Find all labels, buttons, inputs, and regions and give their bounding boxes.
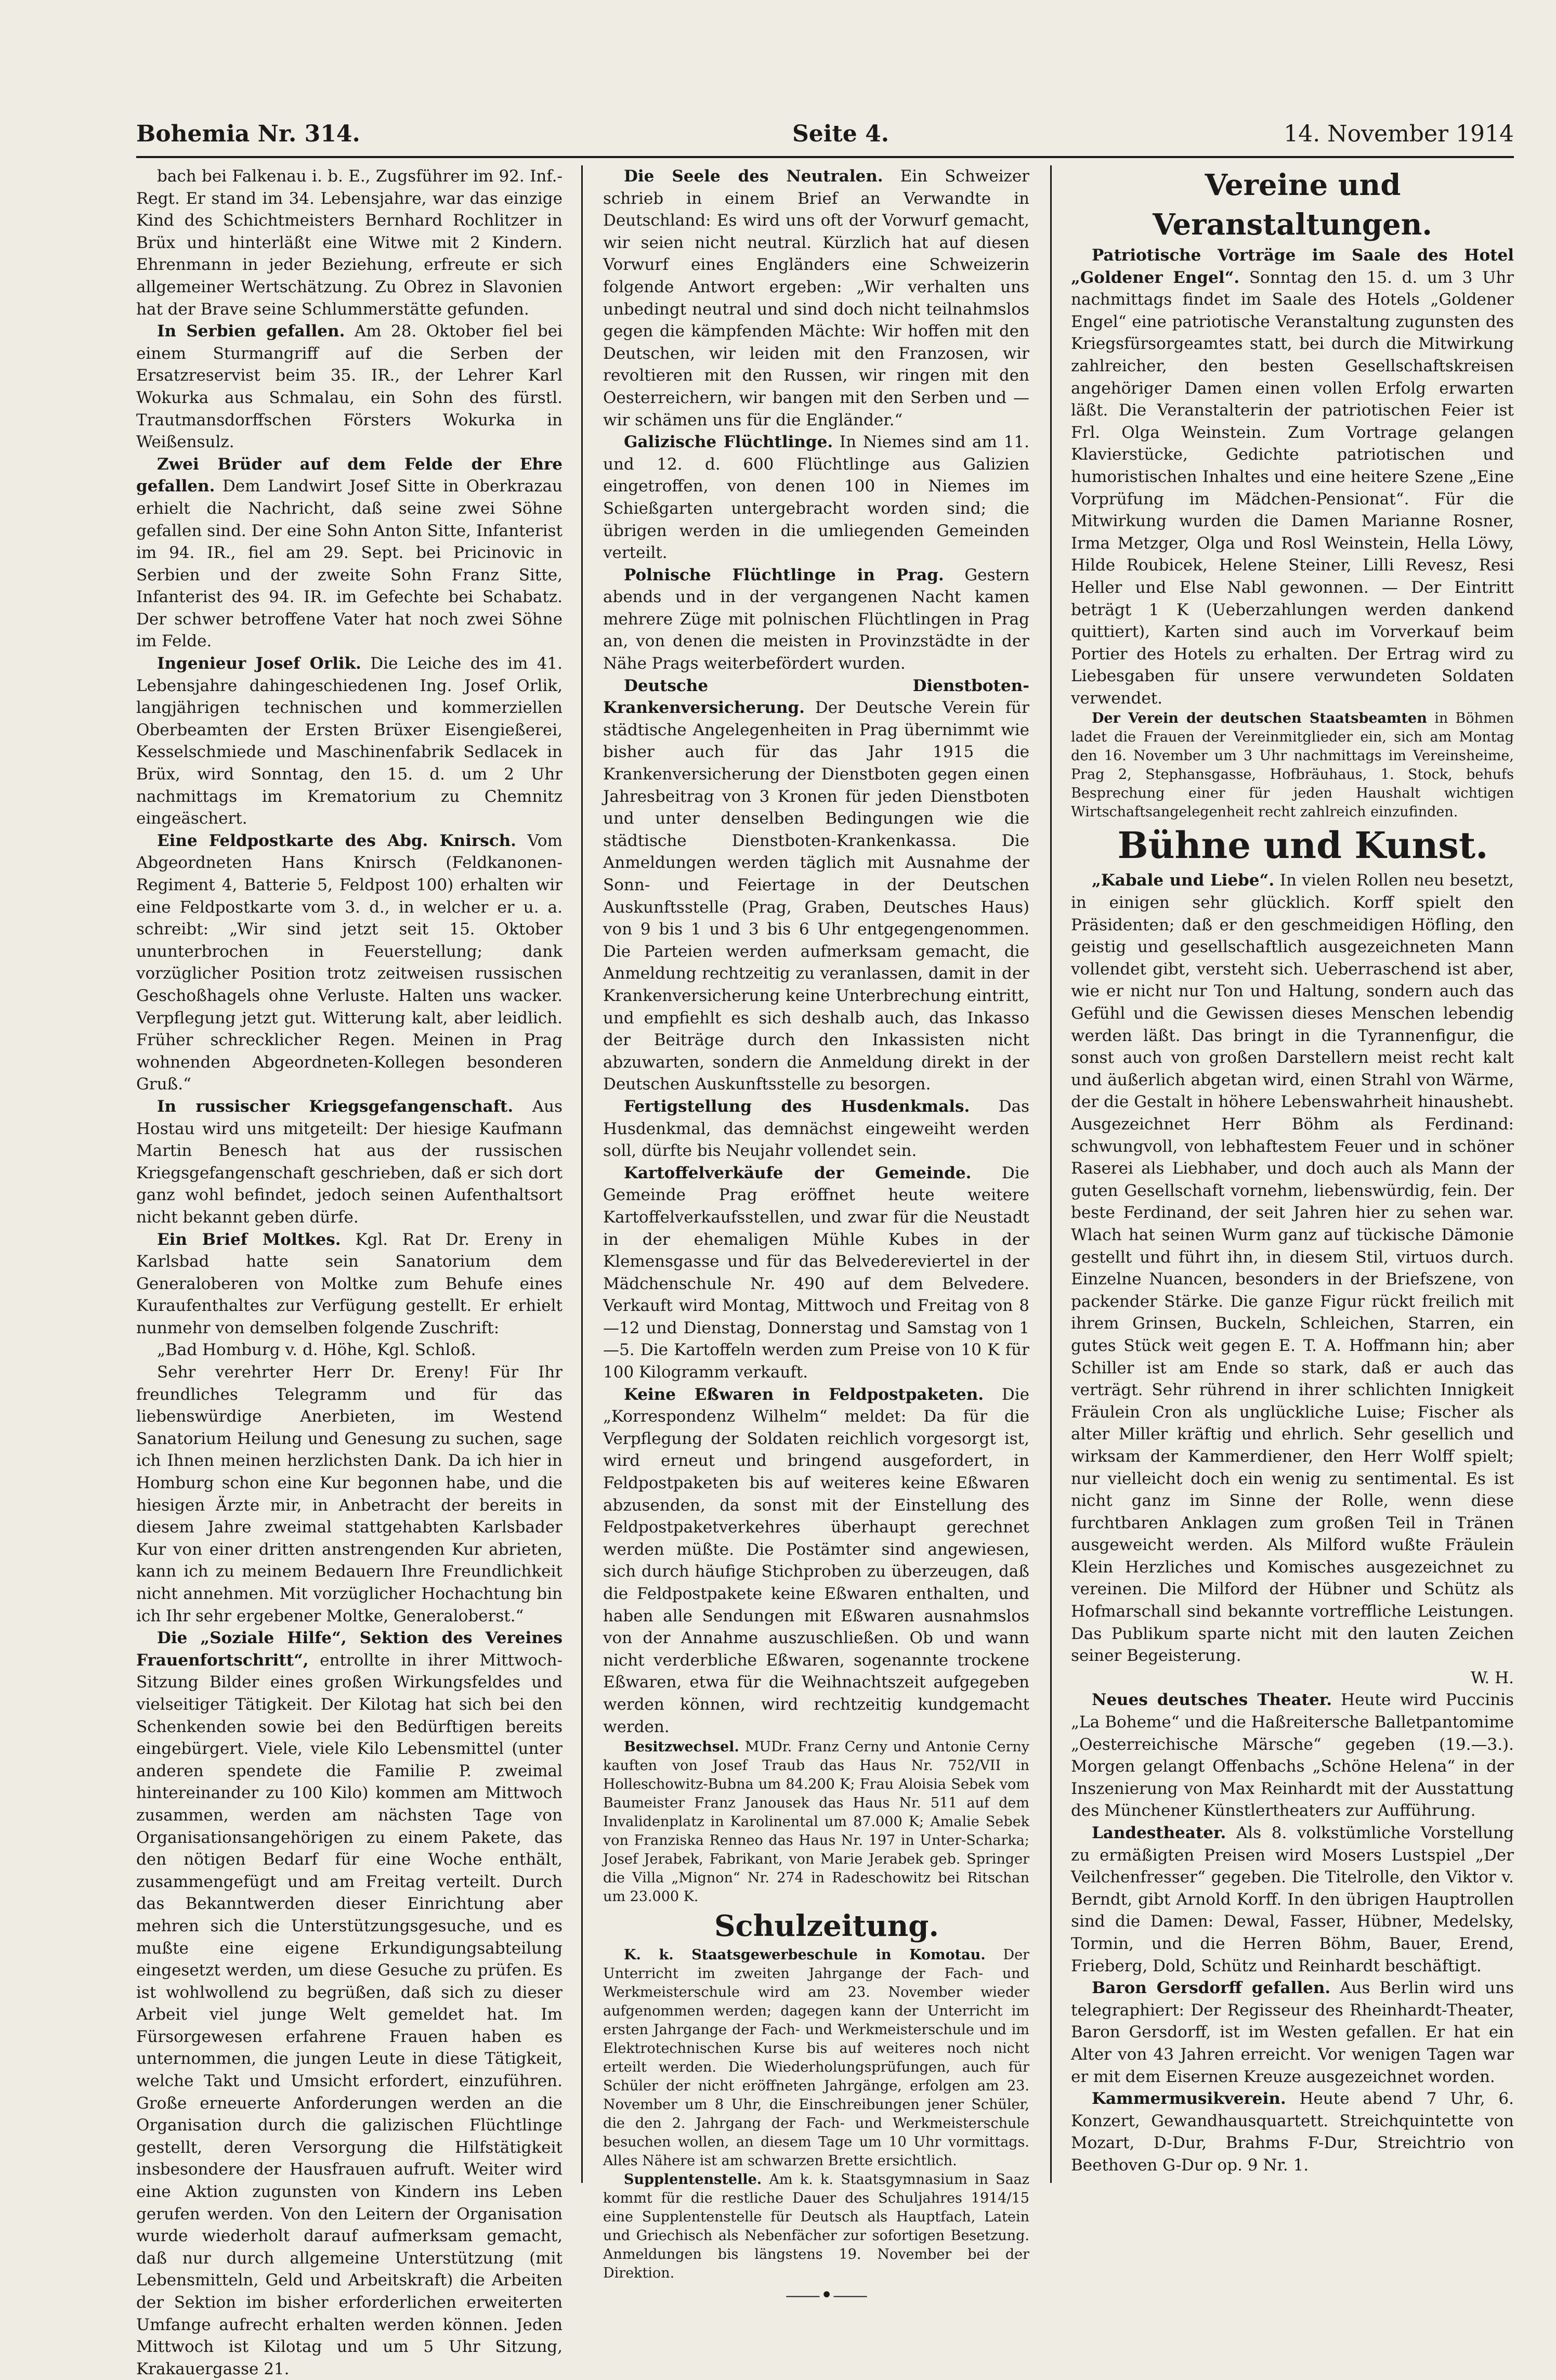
article-besitzwechsel: Besitzwechsel. MUDr. Franz Cerny und Antonie Cerny kauften von Josef Traub das Haus Nr. 752/VII in Holleschowitz-Bubna um 84.200 K; Frau Aloisia Sebek vom Baumeister Franz Janousek das Haus Nr. 511 auf dem Invalidenplatz in Karolinental um 87.000 K; Amalie Sebek von Franziska Renneo das Haus Nr. 197 in Unter-Scharka; Josef Jerabek, Fabrikant, von Marie Jerabek geb. Springer die Villa „Mignon“ Nr. 274 in Radeschowitz bei Ritschan um 23.000 K. [603, 1739, 1029, 1905]
article-landestheater: Landestheater. Als 8. volkstümliche Vorstellung zu ermäßigten Preisen wird Mosers Lustspiel „Der Veilchenfresser“ gegeben. Die Titelrolle, den Viktor v. Berndt, gibt Arnold Korff. In den übrigen Hauptrollen sind die Damen: Dewal, Fasser, Hübner, Medelsky, Tormin, und die Herren Böhm, Bauer, Erend, Frieberg, Dold, Schütz und Reinhardt beschäftigt. [1071, 1824, 1514, 1975]
article-title: K. k. Staatsgewerbeschule in Komotau. [624, 1947, 986, 1963]
article-title: Besitzwechsel. [624, 1739, 739, 1755]
article-title: Die „Soziale Hilfe“, Sektion des Vereines Frauenfortschritt“, [136, 1629, 563, 1670]
column-1 [136, 165, 563, 2378]
article-feldpostpakete: Keine Eßwaren in Feldpostpaketen. Die „Korrespondenz Wilhelm“ meldet: Da für die Verpflegung der Soldaten reichlich vorgesorgt ist, wird erneut und bringend ausgefordert, in Feldpostpaketen bis auf weiteres keine Eßwaren abzusenden, da sonst mit der Einstellung des Feldpostpaketverkehres überhaupt gerechnet werden müßte. Die Postämter sind angewiesen, sich durch häufige Stichproben zu überzeugen, daß die Feldpostpakete keine Eßwaren enthalten, und haben alle Sendungen mit Eßwaren ausnahmslos von der Annahme auszuschließen. Ob und wann nicht verderbliche Eßwaren, sogenannte trockene Eßwaren, etwa für die Weihnachtszeit aufgegeben werden können, wird rechtzeitig kundgemacht werden. [603, 1385, 1029, 1736]
article-title: Der Verein der deutschen Staatsbeamten [1092, 710, 1427, 727]
letter-body: Sehr verehrter Herr Dr. Ereny! Für Ihr freundliches Telegramm und für das liebenswürdige Anerbieten, im Westend Sanatorium Heilung und Genesung zu suchen, sage ich Ihnen meinen herzlichsten Dank. Da ich hier in Homburg schon eine Kur begonnen habe, und die hiesigen Ärzte mir, in Anbetracht der bereits in diesem Jahre zweimal stattgehabten Karlsbader Kur von einer dritten anstrengenden Kur abrieten, kann ich zu meinem Bedauern Ihre Freundlichkeit nicht annehmen. Mit vorzüglicher Hochachtung bin ich Ihr sehr ergebener Moltke, Generaloberst.“ [136, 1363, 563, 1625]
article-title: Deutsche Dienstboten-Krankenversicherung. [603, 676, 1029, 718]
article-title: „Kabale und Liebe“. [1092, 871, 1275, 890]
page-number: Seite 4. [792, 121, 890, 147]
article-orlik: Ingenieur Josef Orlik. Die Leiche des im 41. Lebensjahre dahingeschiedenen Ing. Josef Orlik, langjährigen technischen und kommerziellen Oberbeamten der Ersten Brüxer Eisengießerei, Kesselschmiede und Maschinenfabrik Sedlacek in Brüx, wird Sonntag, den 15. d. um 2 Uhr nachmittags im Krematorium zu Chemnitz eingeäschert. [136, 654, 563, 828]
article-kabale-und-liebe: „Kabale und Liebe“. In vielen Rollen neu besetzt, in einigen sehr glücklich. Korff spielt den Präsidenten; daß er den geschmeidigen Höfling, den geistig und gesellschaftlich ausgezeichneten Mann vollendet gibt, versteht sich. Ueberraschend ist aber, wie er nicht nur Ton und Haltung, sondern auch das Gefühl und die Gewissen dieses Menschen lebendig werden läßt. Das bringt in die Tyrannenfigur, die sonst auch von großen Darstellern meist recht kalt und äußerlich abgetan wird, einen Strahl von Wärme, der die Gestalt in höhere Lebenswahrheit hinaushebt. Ausgezeichnet Herr Böhm als Ferdinand: schwungvoll, von lebhaftestem Feuer und in schöner Raserei als Liebhaber, und doch auch als Mann der guten Gesellschaft vornehm, liebenswürdig, fein. Der beste Ferdinand, der seit Jahren hier zu sehen war. Wlach hat seinen Wurm ganz auf tückische Dämonie gestellt und führt ihn, in diesem Stil, virtuos durch. Einzelne Nuancen, besonders in der Briefszene, von packender Stärke. Die ganze Figur rückt freilich mit ihrem Grinsen, Buckeln, Schleichen, Starren, ein gutes Stück weit gegen E. T. A. Hoffmann hin; aber Schiller ist am Ende so stark, daß er auch das verträgt. Sehr rührend in ihrer schlichten Innigkeit Fräulein Cron als unglückliche Luise; Fischer als alter Miller kräftig und ehrlich. Sehr gesellich und wirksam der Kammerdiener, den Herr Wolff spielt; nur vielleicht doch ein wenig zu sentimental. Es ist nicht ganz im Sinne der Rolle, wenn diese furchtbaren Anklagen zum großen Teil in Tränen ausgeweicht werden. Als Milford wußte Fräulein Klein Herzliches und Komisches ausgezeichnet zu vereinen. Die Milford der Hübner und Schütz als Hofmarschall sind bekannte vortreffliche Leistungen. Das Publikum sparte nicht mit den lauten Zeichen seiner Begeisterung. W. H. [1071, 869, 1514, 1689]
article-seele-des-neutralen: Die Seele des Neutralen. Ein Schweizer schrieb in einem Brief an Verwandte in Deutschland: Es wird uns oft der Vorwurf gemacht, wir seien nicht neutral. Kürzlich hat auf diesen Vorwurf eines Engländers eine Schweizerin folgende Antwort ergeben: „Wir verhalten uns unbedingt neutral und sind doch nicht teilnahmslos gegen die kämpfenden Mächte: Wir hoffen mit den Deutschen, wir leiden mit den Franzosen, wir revoltieren mit den Russen, wir ringen mit den Oesterreichern, wir bangen mit den Serben und — wir schämen uns für die Engländer.“ [603, 167, 1029, 430]
article-title: Eine Feldpostkarte des Abg. Knirsch. [157, 831, 516, 850]
article-kartoffelverkaeufe: Kartoffelverkäufe der Gemeinde. Die Gemeinde Prag eröffnet heute weitere Kartoffelverkaufsstellen, und zwar für die Neustadt in der ehemaligen Mühle Kubes in der Klemensgasse und für das Belvedereviertel in der Mädchenschule Nr. 490 auf dem Belvedere. Verkauft wird Montag, Mittwoch und Freitag von 8—12 und Dienstag, Donnerstag und Samstag von 1—5. Die Kartoffeln werden zum Preise von 10 K für 100 Kilogramm verkauft. [603, 1163, 1029, 1382]
column-divider-2 [1050, 165, 1052, 2183]
section-title-buehne: Bühne und Kunst. [1117, 824, 1488, 867]
article-kammermusikverein: Kammermusikverein. Heute abend 7 Uhr, 6. Konzert, Gewandhausquartett. Streichquintette von Mozart, D-Dur, Brahms F-Dur, Streichtrio von Beethoven G-Dur op. 9 Nr. 1. [1071, 2089, 1514, 2175]
issue-date: 14. November 1914 [1284, 121, 1514, 147]
article-title: Landestheater. [1092, 1824, 1226, 1842]
article-title: Zwei Brüder auf dem Felde der Ehre gefallen. [136, 454, 563, 496]
header-rule [136, 156, 1514, 158]
article-title: Ingenieur Josef Orlik. [157, 654, 361, 673]
article-title: Patriotische Vorträge im Saale des Hotel „Goldener Engel“. [1071, 246, 1514, 287]
article-soziale-hilfe: Die „Soziale Hilfe“, Sektion des Vereines Frauenfortschritt“, entrollte in ihrer Mittwoch-Sitzung Bilder eines großen Wirkungsfeldes und vielseitiger Tätigkeit. Der Kilotag hat sich bei den Schenkenden sowie bei den Bedürftigen bereits eingebürgert. Viele, viele Kilo Lebensmittel (unter anderen spendete die Familie P. zweimal hintereinander zu 100 Kilo) kommen am Mittwoch zusammen, werden am nächsten Tage von Organisationsangehörigen zu einem Pakete, das den nötigen Bedarf für eine Woche enthält, zusammengefügt und am Freitag verteilt. Durch das Bekanntwerden dieser Einrichtung aber mehren sich die Unterstützungsgesuche, und es mußte eine eigene Erkundigungsabteilung eingesetzt werden, um diese Gesuche zu prüfen. Es ist wohlwollend zu begrüßen, daß sich zu dieser Arbeit viel junge Welt gemeldet hat. Im Fürsorgewesen erfahrene Frauen haben es unternommen, die jungen Leute in diese Tätigkeit, welche Takt und Umsicht erfordert, einzuführen. Große erneuerte Anforderungen werden an die Organisation durch die galizischen Flüchtlinge gestellt, deren Versorgung die Hilfstätigkeit insbesondere der Hausfrauen aufruft. Weiter wird eine Aktion zugunsten von Kindern ins Leben gerufen werden. Von den Leitern der Organisation wurde wiederholt darauf aufmerksam gemacht, daß nur durch allgemeine Unterstützung (mit Lebensmitteln, Geld und Arbeitskraft) die Arbeiten der Sektion im bisher erforderlichen erweiterten Umfange aufrecht erhalten werden können. Jeden Mittwoch ist Kilotag und um 5 Uhr Sitzung, Krakauergasse 21. [136, 1629, 563, 2378]
author-signature: W. H. [1470, 1668, 1514, 1687]
page-header [136, 121, 1514, 154]
article-zwei-brueder: Zwei Brüder auf dem Felde der Ehre gefallen. Dem Landwirt Josef Sitte in Oberkrazau erhielt die Nachricht, daß seine zwei Söhne gefallen sind. Der eine Sohn Anton Sitte, Infanterist im 94. IR., fiel am 29. Sept. bei Pricinovic in Serbien und der zweite Sohn Franz Sitte, Infanterist des 94. IR. im Gefechte bei Schabatz. Der schwer betroffene Vater hat noch zwei Söhne im Felde. [136, 454, 563, 651]
newspaper-issue: Bohemia Nr. 314. [136, 121, 360, 147]
article-title: Baron Gersdorff gefallen. [1092, 1979, 1331, 1998]
article-rochlitzer: bach bei Falkenau i. b. E., Zugsführer im 92. Inf.-Regt. Er stand im 34. Lebensjahre, war das einzige Kind des Schichtmeisters Bernhard Rochlitzer in Brüx und hinterläßt eine Witwe mit 2 Kindern. Ehrenmann in jeder Beziehung, erfreute er sich allgemeiner Wertschätzung. Zu Obrez in Slavonien hat der Brave seine Schlummerstätte gefunden. [136, 167, 563, 319]
article-title: Die Seele des Neutralen. [624, 167, 883, 186]
article-kriegsgefangenschaft: In russischer Kriegsgefangenschaft. Aus Hostau wird uns mitgeteilt: Der hiesige Kaufmann Martin Benesch hat aus der russischen Kriegsgefangenschaft geschrieben, daß er sich dort ganz wohl befindet, jedoch seinen Aufenthaltsort nicht bekannt geben dürfe. [136, 1097, 563, 1227]
article-galizische-fluechtlinge: Galizische Flüchtlinge. In Niemes sind am 11. und 12. d. 600 Flüchtlinge aus Galizien eingetroffen, von denen 100 in Niemes im Schießgarten untergebracht worden sind; die übrigen werden in die umliegenden Gemeinden verteilt. [603, 433, 1029, 563]
article-supplentenstelle: Supplentenstelle. Am k. k. Staatsgymnasium in Saaz kommt für die restliche Dauer des Schuljahres 1914/15 eine Supplentenstelle für Deutsch als Hauptfach, Latein und Griechisch als Nebenfächer zur sofortigen Besetzung. Anmeldungen bis längstens 19. November bei der Direktion. [603, 2171, 1029, 2282]
article-title: Keine Eßwaren in Feldpostpaketen. [624, 1385, 984, 1404]
article-feldpostkarte: Eine Feldpostkarte des Abg. Knirsch. Vom Abgeordneten Hans Knirsch (Feldkanonen-Regiment 4, Batterie 5, Feldpost 100) erhalten wir eine Feldpostkarte vom 3. d., in welcher er u. a. schreibt: „Wir sind jetzt seit 15. Oktober ununterbrochen in Feuerstellung; dank vorzüglicher Position trotz zeitweisen russischen Geschoßhagels ohne Verluste. Halten uns wacker. Verpflegung jetzt gut. Witterung kalt, aber leidlich. Früher schrecklicher Regen. Meinen in Prag wohnenden Abgeordneten-Kollegen besonderen Gruß.“ [136, 831, 563, 1094]
article-title: Neues deutsches Theater. [1092, 1690, 1332, 1710]
column-divider-1 [581, 165, 583, 2183]
section-title-vereine: Vereine und Veranstaltungen. [1153, 168, 1432, 242]
article-title: Fertigstellung des Husdenkmals. [624, 1097, 970, 1116]
article-title: Supplentenstelle. [624, 2171, 762, 2188]
article-staatsbeamten: Der Verein der deutschen Staatsbeamten in Böhmen ladet die Frauen der Vereinmitglieder ein, sich am Montag den 16. November um 3 Uhr nachmittags im Vereinsheime, Prag 2, Stephansgasse, Hofbräuhaus, 1. Stock, behufs Besprechung einer für jeden Haushalt wichtigen Wirtschaftsangelegenheit recht zahlreich einzufinden. [1071, 710, 1514, 821]
article-serbien-gefallen: In Serbien gefallen. Am 28. Oktober fiel bei einem Sturmangriff auf die Serben der Ersatzreservist beim 35. IR., der Lehrer Karl Wokurka aus Schmalau, ein Sohn des fürstl. Trautmansdorffschen Försters Wokurka in Weißensulz. [136, 322, 563, 452]
article-title: In russischer Kriegsgefangenschaft. [157, 1097, 514, 1116]
article-title: Galizische Flüchtlinge. [624, 433, 833, 452]
article-title: Polnische Flüchtlinge in Prag. [624, 565, 944, 584]
article-title: Ein Brief Moltkes. [157, 1230, 341, 1249]
article-polnische-fluechtlinge: Polnische Flüchtlinge in Prag. Gestern abends und in der vergangenen Nacht kamen mehrere Züge mit polnischen Flüchtlingen in Prag an, von denen die meisten in Provinzstädte in der Nähe Prags weiterbefördert wurden. [603, 565, 1029, 673]
article-title: In Serbien gefallen. [157, 322, 345, 341]
article-gersdorff: Baron Gersdorff gefallen. Aus Berlin wird uns telegraphiert: Der Regisseur des Rheinhardt-Theater, Baron Gersdorff, ist im Westen gefallen. Er hat ein Alter von 43 Jahren erreicht. Vor wenigen Tagen war er mit dem Eisernen Kreuze ausgezeichnet worden. [1071, 1979, 1514, 2086]
letter-place: „Bad Homburg v. d. Höhe, Kgl. Schloß. [157, 1341, 476, 1360]
article-title: Kammermusikverein. [1092, 2089, 1286, 2109]
article-dienstboten: Deutsche Dienstboten-Krankenversicherung. Der Deutsche Verein für städtische Angelegenheiten in Prag übernimmt wie bisher auch für das Jahr 1915 die Krankenversicherung der Dienstboten gegen einen Jahresbeitrag von 3 Kronen für jeden Dienstboten und unter denselben Bedingungen wie die städtische Dienstboten-Krankenkassa. Die Anmeldungen werden täglich mit Ausnahme der Sonn- und Feiertage in der Deutschen Auskunftsstelle (Prag, Graben, Deutsches Haus) von 9 bis 1 und 3 bis 6 Uhr entgegengenommen. Die Parteien werden aufmerksam gemacht, die Anmeldung rechtzeitig zu veranlassen, damit in der Krankenversicherung keine Unterbrechung eintritt, und empfiehlt es sich deshalb auch, das Inkasso der Beiträge durch den Inkassisten nicht abzuwarten, sondern die Anmeldung direkt in der Deutschen Auskunftsstelle zu besorgen. [603, 676, 1029, 1094]
article-patriotische-vortraege: Patriotische Vorträge im Saale des Hotel „Goldener Engel“. Sonntag den 15. d. um 3 Uhr nachmittags findet im Saale des Hotels „Goldener Engel“ eine patriotische Veranstaltung zugunsten des Kriegsfürsorgeamtes statt, bei durch die Mitwirkung zahlreicher, den besten Gesellschaftskreisen angehöriger Damen einen vollen Erfolg erwarten läßt. Die Veranstalterin der patriotischen Feier ist Frl. Olga Weinstein. Zum Vortrage gelangen Klavierstücke, Gedichte patriotischen und humoristischen Inhaltes und eine heitere Szene „Eine Vorprüfung im Mädchen-Pensionat“. Für die Mitwirkung wurden die Damen Marianne Rosner, Irma Metzger, Olga und Rosl Weinstein, Hella Löwy, Hilde Roubicek, Helene Steiner, Lilli Revesz, Resi Heller und Else Nabl gewonnen. — Der Eintritt beträgt 1 K (Ueberzahlungen werden dankend quittiert), Karten sind auch im Vorverkauf beim Portier des Hotels zu erhalten. Der Ertrag wird zu Liebesgaben für unsere verwundeten Soldaten verwendet. [1071, 246, 1514, 708]
column-3 [1071, 165, 1514, 2183]
section-title-schulzeitung: Schulzeitung. [714, 1909, 939, 1944]
article-husdenkmal: Fertigstellung des Husdenkmals. Das Husdenkmal, das demnächst eingeweiht werden soll, dürfte bis Neujahr vollendet sein. [603, 1097, 1030, 1161]
column-2 [603, 165, 1030, 2308]
article-title: Kartoffelverkäufe der Gemeinde. [624, 1163, 972, 1182]
article-brief-moltkes: Ein Brief Moltkes. Kgl. Rat Dr. Ereny in Karlsbad hatte sein Sanatorium dem Generaloberen von Moltke zum Behufe eines Kuraufenthaltes zur Verfügung gestellt. Er erhielt nunmehr von demselben folgende Zuschrift: [136, 1230, 563, 1337]
article-staatsgewerbeschule: K. k. Staatsgewerbeschule in Komotau. Der Unterricht im zweiten Jahrgange der Fach- und Werkmeisterschule wird am 23. November wieder aufgenommen werden; dagegen kann der Unterricht im ersten Jahrgange der Fach- und Werkmeisterschule und im Elektrotechnischen Kurse bis auf weiteres noch nicht erteilt werden. Die Wiederholungsprüfungen, auch für Schüler der nicht eröffneten Jahrgänge, erfolgen am 23. November um 8 Uhr, die Einschreibungen jener Schüler, die den 2. Jahrgang der Fach- und Werkmeisterschule besuchen wollen, an diesem Tage um 10 Uhr vormittags. Alles Nähere ist am schwarzen Brette ersichtlich. [603, 1947, 1029, 2169]
article-neues-deutsches-theater: Neues deutsches Theater. Heute wird Puccinis „La Boheme“ und die Haßreitersche Balletpantomime „Oesterreichische Märsche“ gegeben (19.—3.). Morgen gelangt Offenbachs „Schöne Helena“ in der Inszenierung von Max Reinhardt mit der Ausstattung des Münchener Künstlertheaters zur Aufführung. [1071, 1690, 1514, 1820]
end-mark: ⸺•⸺ [785, 2283, 868, 2308]
